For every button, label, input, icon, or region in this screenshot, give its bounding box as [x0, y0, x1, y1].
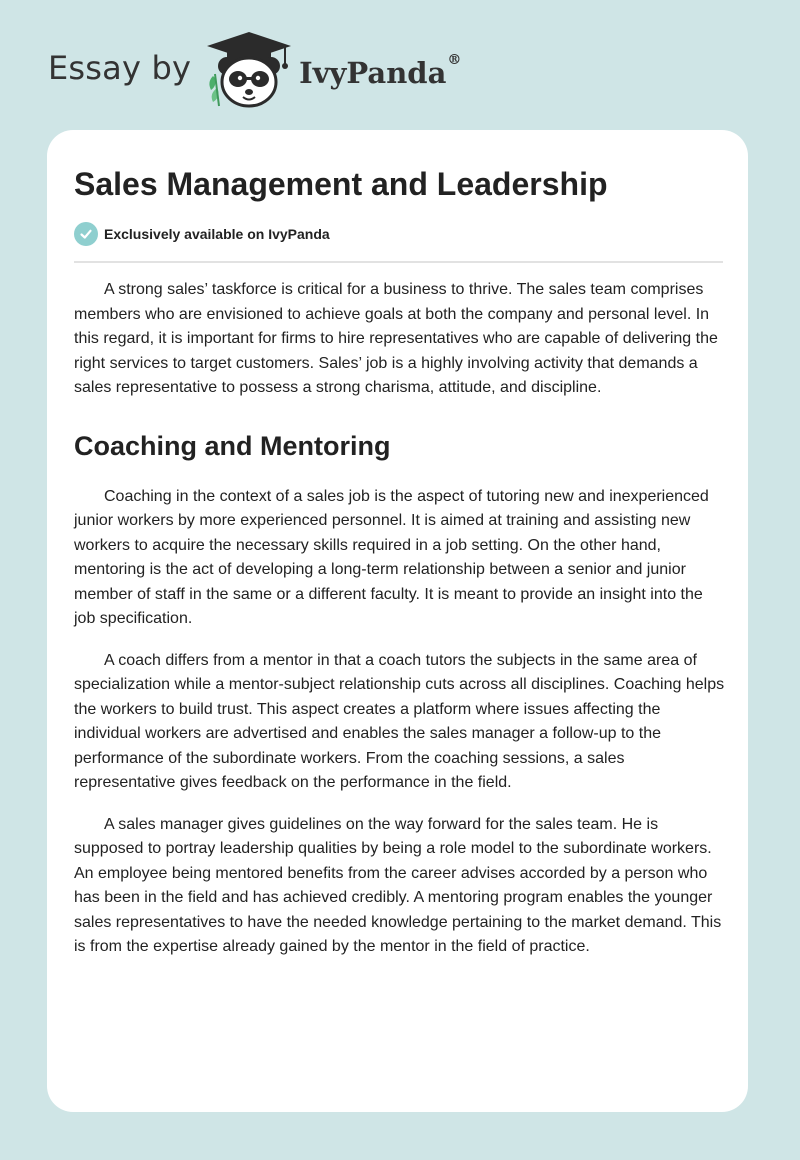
body-paragraph: Coaching in the context of a sales job is the aspect of tutoring new and inexperienced junior workers by more experienced personnel. It is aimed at training and assisting new workers to acquire the necessary skills required in a job setting. On the other hand, mentoring is the act of developing a long-term relationship between a senior and junior member of staff in the same or a different faculty. It is meant to provide an insight into the job specification. — [74, 487, 709, 627]
panda-logo-icon[interactable] — [203, 30, 295, 110]
essay-card — [47, 130, 748, 1112]
essay-body — [74, 278, 728, 977]
body-paragraph: A coach differs from a mentor in that a coach tutors the subjects in the same area of specialization while a mentor-subject relationship cuts across all disciplines. Coaching helps the workers to build trust. This aspect creates a platform where issues affecting the individual workers are advertised and enables the sales manager a follow-up to the performance of the subordinate workers. From the coaching sessions, a sales representative gives feedback on the performance in the field. — [74, 651, 725, 791]
section-heading: Coaching and Mentoring — [74, 430, 391, 461]
check-icon — [74, 222, 98, 246]
brand-name[interactable]: IvyPanda® — [299, 52, 462, 90]
body-paragraph: A sales manager gives guidelines on the way forward for the sales team. He is supposed to portray leadership qualities by being a role model to the subordinate workers. An employee being mentored benefits from the career advises accorded by a person who has been in the field and has achieved credibly. A mentoring program enables the younger sales representatives to have the needed knowledge pertaining to the market demand. This is from the expertise already gained by the mentor in the field of practice. — [74, 815, 722, 955]
registered-mark: ® — [447, 52, 462, 68]
badge-label: Exclusively available on IvyPanda — [104, 226, 330, 242]
essay-by-label: Essay by — [48, 49, 192, 87]
page-title: Sales Management and Leadership — [74, 166, 608, 202]
exclusive-badge — [74, 222, 330, 246]
intro-paragraph: A strong sales’ taskforce is critical for a business to thrive. The sales team comprises members who are envisioned to achieve goals at both the company and personal level. In this regard, it is important for firms to hire representatives who are capable of delivering the right services to target customers. Sales’ job is a highly involving activity that demands a sales representative to possess a strong charisma, attitude, and discipline. — [74, 281, 718, 396]
site-header — [48, 30, 461, 110]
divider — [74, 261, 723, 263]
